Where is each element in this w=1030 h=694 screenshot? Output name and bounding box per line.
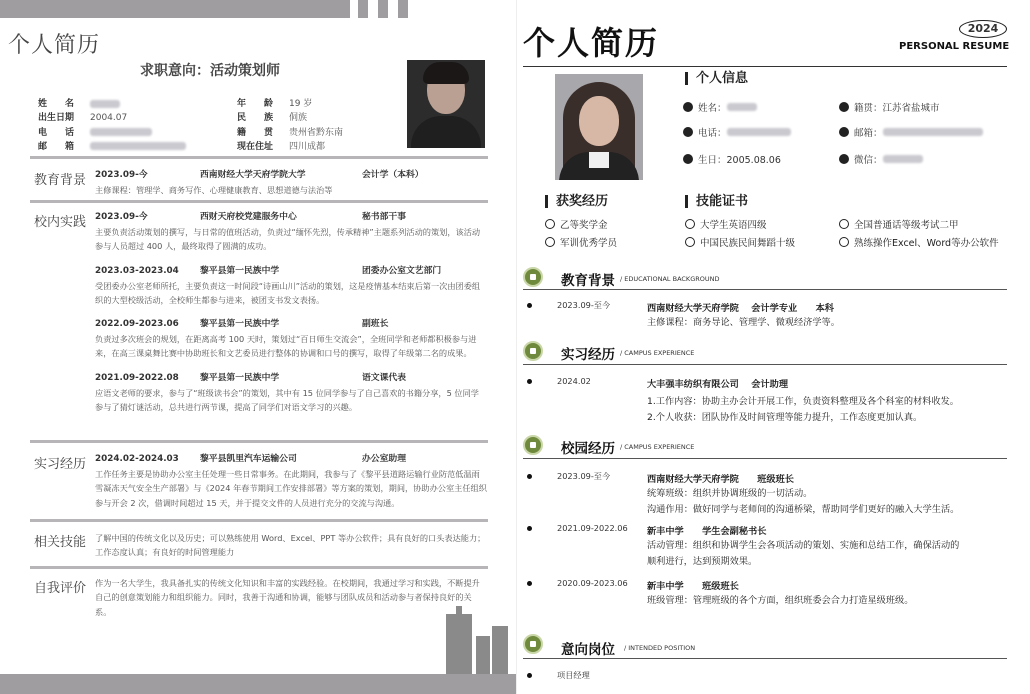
- skills-desc: 了解中国的传统文化以及历史；可以熟练使用 Word、Excel、PPT 等办公软件；具有良好的口头表达能力；工作态度认真；有良好的时间管理能力: [95, 533, 486, 558]
- entry-line: 班级管理：管理班级的各个方面，组织班委会合力打造星级班级。: [647, 595, 914, 606]
- item-desc: 受团委办公室老师所托，主要负责这一时间段“诗画山川”活动的策划，这是疫情基本结束后第一次由团委组织的大型校级活动，全校师生都参与进来，被团支书发文表扬。: [95, 280, 481, 305]
- info-label: 现在住址: [237, 141, 274, 152]
- bullet-icon: [527, 379, 532, 384]
- item-desc: 工作任务主要是协助办公室主任处理一些日常事务。在此期间，我参与了《黎平县道路运输行业防范低温雨雪凝冻天气安全生产部署》与《2024 年春节期间工作安排部署》等方案的策划，期间，协助办公室主任组织参与开会 2 次，借调时间超过 15 天，并于提交文件的人员进行充分的交流与沟通。: [95, 469, 487, 508]
- page-title: 个人简历: [8, 33, 101, 58]
- wechat-field: [839, 152, 923, 166]
- item-role: 语文课代表: [362, 372, 406, 383]
- campus-item: [95, 371, 487, 415]
- campus-item: [95, 210, 487, 254]
- section-divider: [30, 519, 488, 522]
- education-courses: 主修课程：管理学、商务写作、心理健康教育、思想道德与法治等: [95, 185, 333, 195]
- info-value: 侗族: [289, 113, 308, 124]
- entry-date: 2023.09-至今: [557, 300, 611, 310]
- bottom-decor-bar: [0, 674, 516, 694]
- entry-date: 2020.09-2023.06: [557, 578, 628, 588]
- section-divider: [523, 458, 1007, 459]
- entry-org: 西南财经大学天府学院 会计学专业 本科: [647, 303, 834, 314]
- item-org: 黎平县凯里汽车运输公司: [200, 454, 297, 464]
- certificate-item: [839, 235, 999, 249]
- section-title-self-evaluation: 自我评价: [34, 581, 87, 596]
- top-decor-stripe: [378, 0, 388, 18]
- birthday-text: 生日：2005.08.06: [698, 155, 781, 166]
- medal-icon: [685, 219, 695, 229]
- section-title-intent: 意向岗位: [561, 642, 615, 658]
- profile-photo: [555, 74, 643, 180]
- entry-line: 主修课程：商务导论、管理学、微观经济学等。: [647, 317, 840, 328]
- medal-icon: [839, 219, 849, 229]
- info-value: [90, 97, 237, 111]
- item-desc: 负责过多次班会的规划，在距离高考 100 天时，策划过“百日师生交流会”，全班同学和老师都积极参与进来，在高三课桌舞比赛中协助班长和文艺委员进行整体的协调和口号的撰写，取得了年级第二名的成果。: [95, 334, 477, 359]
- info-value: 19 岁: [289, 99, 313, 109]
- section-divider: [523, 658, 1007, 659]
- calendar-icon: [683, 154, 693, 164]
- item-org: 黎平县第一民族中学: [200, 319, 280, 330]
- entry-line: 统筹班级：组织并协调班级的一切活动。: [647, 488, 813, 499]
- phone-label: 电话：: [698, 128, 727, 139]
- section-divider: [523, 364, 1007, 365]
- self-evaluation-desc: 作为一名大学生，我具备扎实的传统文化知识和丰富的实践经验。在校期间，我通过学习和实践，不断提升自己的创意策划能力和组织能力。同时，我善于沟通和协调，能够与团队成员和活动参与者保持良好的关系。: [95, 578, 480, 617]
- medal-icon: [839, 237, 849, 247]
- hometown-text: 籍贯：江苏省盐城市: [854, 103, 940, 114]
- info-label: 年 龄: [237, 99, 274, 109]
- entry-line: 2.个人收获：团队协作及时间管理等能力提升，工作态度更加认真。: [647, 412, 923, 423]
- item-role: 办公室助理: [362, 454, 406, 464]
- right-resume-page: [516, 0, 1030, 694]
- year-badge: 2024: [959, 20, 1007, 38]
- email-icon: [839, 127, 849, 137]
- info-label: 出生日期: [38, 113, 75, 124]
- item-date: 2022.09-2023.06: [95, 319, 179, 330]
- campus-item: [95, 264, 487, 308]
- info-label: 电 话: [38, 127, 75, 138]
- location-icon: [839, 102, 849, 112]
- section-subtitle: / CAMPUS EXPERIENCE: [620, 443, 695, 451]
- intent-position: 项目经理: [557, 670, 590, 680]
- item-date: 2023.09-今: [95, 212, 148, 222]
- profile-photo: [407, 60, 485, 148]
- award-text: 乙等奖学金: [560, 220, 608, 231]
- campus-item: [95, 317, 487, 361]
- section-divider: [30, 200, 488, 203]
- wechat-icon: [839, 154, 849, 164]
- award-icon: [545, 237, 555, 247]
- education-block: [95, 168, 487, 197]
- bullet-icon: [527, 581, 532, 586]
- name-label: 姓名：: [698, 103, 727, 114]
- info-label: 民 族: [237, 113, 274, 124]
- section-title-internship: 实习经历: [34, 457, 87, 472]
- award-item: [545, 217, 608, 231]
- basic-info: [38, 97, 398, 154]
- education-school: 西南财经大学天府学院大学: [200, 170, 306, 180]
- entry-line: 顺利进行，达到预期效果。: [647, 556, 758, 567]
- entry-line: 1.工作内容：协助主办会计开展工作，负责资料整理及各个科室的材料收发。: [647, 396, 959, 407]
- section-subtitle: / INTENDED POSITION: [624, 644, 696, 652]
- personal-info-heading: 个人信息: [685, 72, 748, 85]
- certificate-text: 大学生英语四级: [700, 220, 767, 231]
- bullet-icon: [527, 303, 532, 308]
- entry-org: 西南财经大学天府学院 班级班长: [647, 474, 794, 485]
- entry-line: 活动管理：组织和协调学生会各项活动的策划、实施和总结工作，确保活动的: [647, 540, 960, 551]
- entry-date: 2021.09-2022.06: [557, 523, 628, 533]
- award-icon: [545, 219, 555, 229]
- section-divider: [30, 156, 488, 159]
- info-label: 姓 名: [38, 99, 75, 109]
- top-decor-bar: [0, 0, 350, 18]
- entry-org: 大丰强丰纺织有限公司 会计助理: [647, 379, 789, 390]
- certificate-text: 熟练操作Excel、Word等办公软件: [854, 238, 999, 249]
- education-date: 2023.09-今: [95, 170, 148, 180]
- name-field: [683, 100, 757, 114]
- entry-org: 新丰中学 学生会副秘书长: [647, 526, 767, 537]
- top-decor-stripe: [358, 0, 368, 18]
- page-title-english: PERSONAL RESUME: [899, 41, 1010, 52]
- campus-practice-list: [95, 210, 487, 424]
- section-subtitle: / EDUCATIONAL BACKGROUND: [620, 275, 720, 283]
- header-divider: [523, 66, 1007, 67]
- item-role: 副班长: [362, 319, 389, 330]
- education-major: 会计学（本科）: [362, 170, 424, 180]
- certificate-text: 中国民族民间舞蹈十级: [700, 238, 796, 249]
- section-title-education: 教育背景: [34, 173, 87, 188]
- internship-block: [95, 452, 487, 510]
- certificate-item: [685, 235, 795, 249]
- page-title: 个人简历: [523, 24, 660, 62]
- phone-field: [683, 125, 791, 139]
- award-text: 军训优秀学员: [560, 238, 618, 249]
- bullet-icon: [527, 526, 532, 531]
- item-org: 黎平县第一民族中学: [200, 265, 280, 276]
- entry-org: 新丰中学 班级班长: [647, 581, 739, 592]
- item-desc: 主要负责活动策划的撰写，与日常的值班活动，负责过“缅怀先烈，传承精神”主题系列活动的策划，该活动参与人员超过 400 人，最终取得了圆满的成功。: [95, 227, 481, 252]
- awards-heading: 获奖经历: [545, 195, 608, 208]
- email-field: [839, 125, 983, 139]
- hometown-field: [839, 100, 940, 114]
- medal-icon: [685, 237, 695, 247]
- info-value: 四川成都: [289, 141, 326, 152]
- birthday-field: [683, 152, 781, 166]
- campus-icon: [523, 435, 543, 455]
- item-org: 西财天府校党建服务中心: [200, 212, 297, 222]
- award-item: [545, 235, 617, 249]
- wechat-label: 微信：: [854, 155, 883, 166]
- section-divider: [30, 440, 488, 443]
- building-icon: [442, 606, 512, 674]
- item-role: 秘书部干事: [362, 212, 406, 222]
- info-value: 贵州省黔东南: [289, 127, 344, 138]
- education-icon: [523, 267, 543, 287]
- item-role: 团委办公室文艺部门: [362, 265, 442, 276]
- intent-icon: [523, 634, 543, 654]
- info-value: 2004.07: [90, 113, 128, 124]
- info-value: [90, 126, 237, 140]
- section-title-education: 教育背景: [561, 273, 615, 289]
- section-divider: [30, 566, 488, 569]
- section-title-skills: 相关技能: [34, 535, 87, 550]
- job-objective: 求职意向：活动策划师: [140, 63, 280, 79]
- item-date: 2023.03-2023.04: [95, 265, 179, 276]
- top-decor-stripe: [398, 0, 408, 18]
- email-label: 邮箱：: [854, 128, 883, 139]
- certificate-text: 全国普通话等级考试二甲: [854, 220, 959, 231]
- section-title-internship: 实习经历: [561, 347, 615, 363]
- entry-date: 2024.02: [557, 376, 591, 386]
- info-label: 籍 贯: [237, 127, 274, 138]
- bullet-icon: [527, 673, 532, 678]
- section-divider: [523, 289, 1007, 290]
- phone-icon: [683, 127, 693, 137]
- internship-icon: [523, 341, 543, 361]
- entry-date: 2023.09-至今: [557, 471, 611, 481]
- certificate-item: [839, 217, 959, 231]
- section-subtitle: / CAMPUS EXPERIENCE: [620, 349, 695, 357]
- info-label: 邮 箱: [38, 141, 75, 152]
- item-date: 2021.09-2022.08: [95, 372, 179, 383]
- section-title-campus: 校内实践: [34, 215, 87, 230]
- entry-line: 沟通作用：做好同学与老师间的沟通桥梁，帮助同学们更好的融入大学生活。: [647, 504, 960, 515]
- user-icon: [683, 102, 693, 112]
- item-date: 2024.02-2024.03: [95, 454, 179, 464]
- info-value: [90, 140, 237, 154]
- section-title-campus: 校园经历: [561, 441, 615, 457]
- certificates-heading: 技能证书: [685, 195, 748, 208]
- item-org: 黎平县第一民族中学: [200, 372, 280, 383]
- bullet-icon: [527, 474, 532, 479]
- certificate-item: [685, 217, 767, 231]
- item-desc: 应语文老师的要求，参与了“班级读书会”的策划，其中有 15 位同学参与了自己喜欢的书籍分享，5 位同学参与了猜灯谜活动，总共进行两节课，提高了同学们对语文学习的兴趣。: [95, 387, 479, 413]
